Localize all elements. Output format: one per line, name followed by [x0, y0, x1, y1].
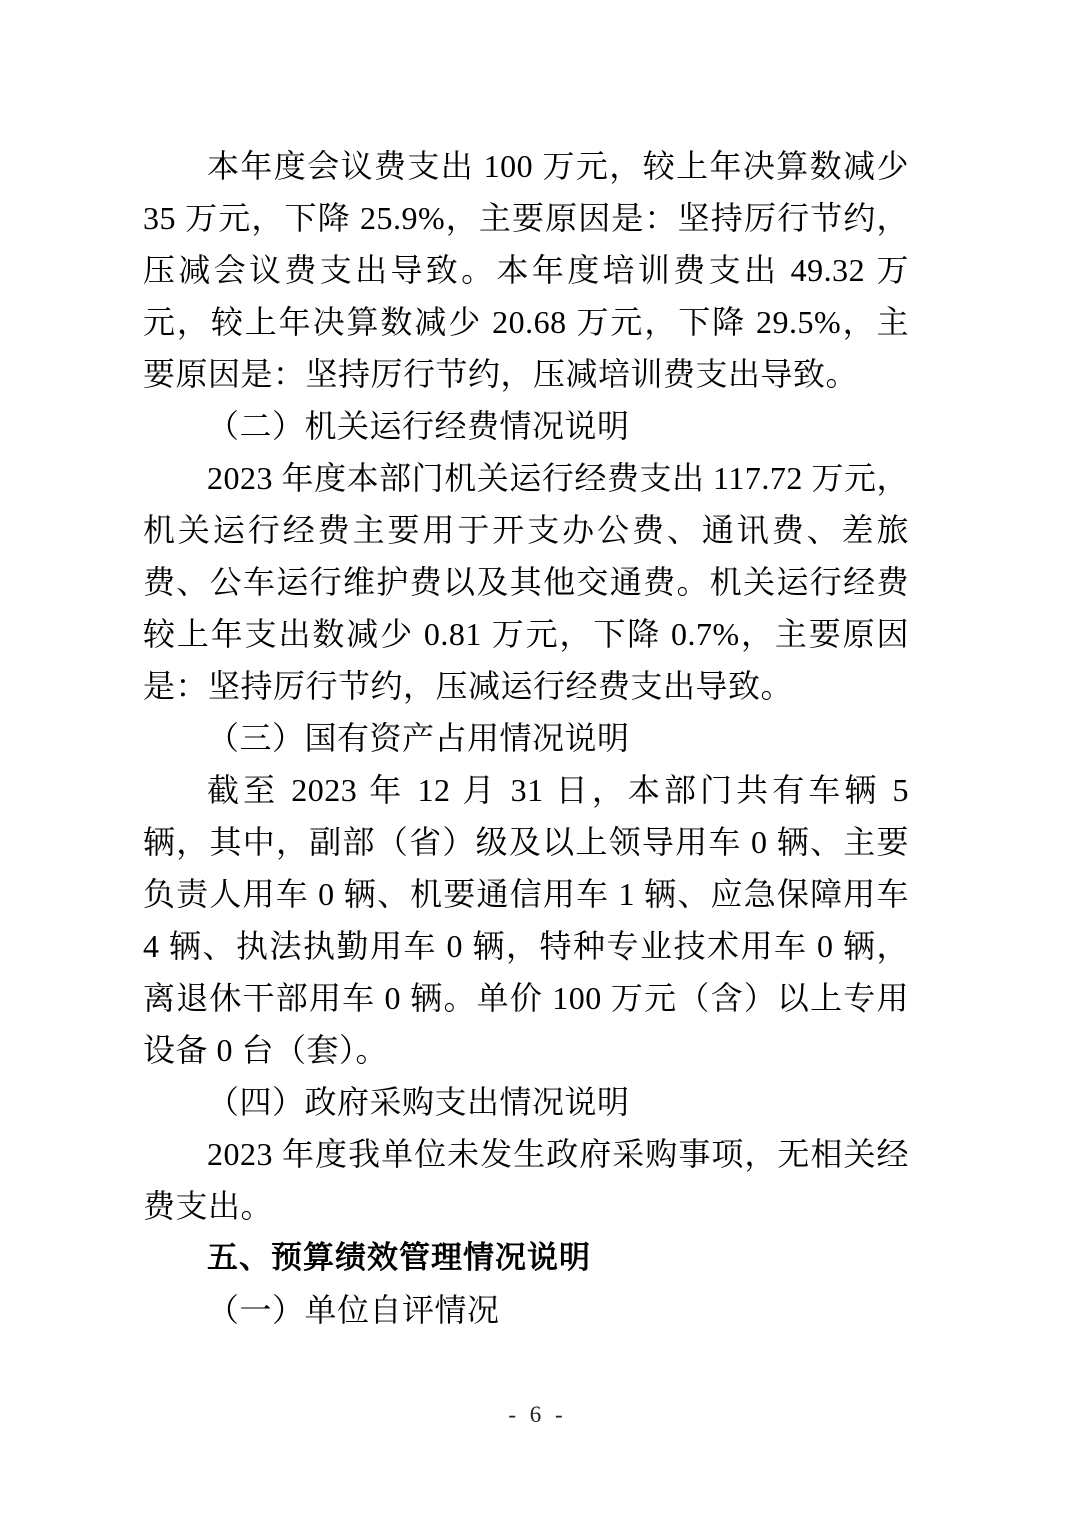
- heading-section-3-state-assets-occupancy: （三）国有资产占用情况说明: [207, 720, 630, 756]
- paragraph-state-assets-vehicles-detail: 截至 2023 年 12 月 31 日，本部门共有车辆 5 辆，其中，副部（省）级及以上领导用车 0 辆、主要负责人用车 0 辆、机要通信用车 1 辆、应急保障用车 4 辆、执法执勤用车 0 辆，特种专业技术用车 0 辆，离退休干部用车 0 辆。单价 100 万元（含）以上专用设备 0 台（套）。: [143, 772, 909, 1068]
- heading-section-2-agency-operating-expenses: （二）机关运行经费情况说明: [207, 408, 630, 444]
- heading-section-1-unit-self-evaluation: （一）单位自评情况: [207, 1292, 500, 1328]
- document-body: [143, 140, 909, 1336]
- heading-section-4-government-procurement: （四）政府采购支出情况说明: [207, 1084, 630, 1120]
- paragraph-government-procurement-detail: 2023 年度我单位未发生政府采购事项，无相关经费支出。: [143, 1136, 909, 1224]
- paragraph-operating-expenses-detail: 2023 年度本部门机关运行经费支出 117.72 万元，机关运行经费主要用于开支办公费、通讯费、差旅费、公车运行维护费以及其他交通费。机关运行经费较上年支出数减少 0.81 万元，下降 0.7%，主要原因是：坚持厉行节约，压减运行经费支出导致。: [143, 460, 909, 704]
- heading-chapter-5-budget-performance-management: 五、预算绩效管理情况说明: [207, 1240, 591, 1275]
- page-number: - 6 -: [508, 1402, 567, 1427]
- paragraph-conference-training-expenses: 本年度会议费支出 100 万元，较上年决算数减少 35 万元，下降 25.9%，主要原因是：坚持厉行节约，压减会议费支出导致。本年度培训费支出 49.32 万元，较上年决算数减少 20.68 万元，下降 29.5%，主要原因是：坚持厉行节约，压减培训费支出导致。: [143, 148, 909, 392]
